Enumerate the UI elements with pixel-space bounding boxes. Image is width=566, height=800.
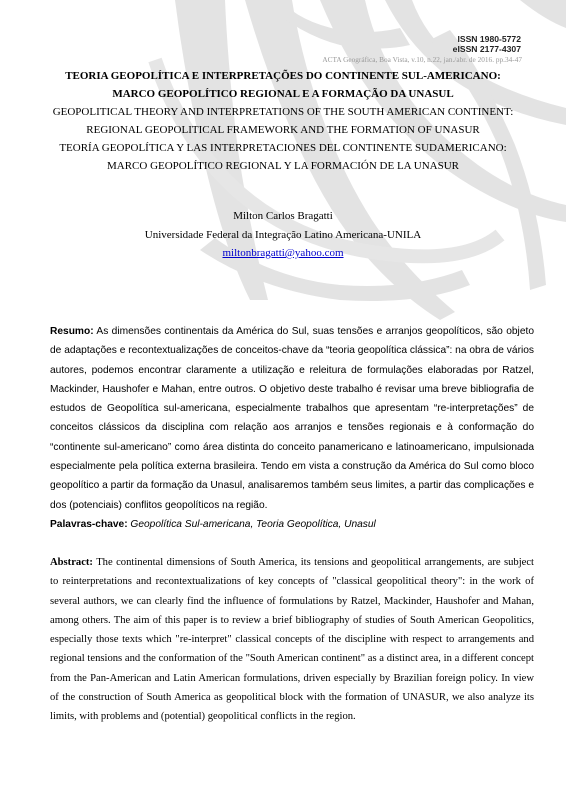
keywords-text: Geopolítica Sul-americana, Teoria Geopolítica, Unasul [127,519,376,530]
author-email-link[interactable]: miltonbragatti@yahoo.com [222,247,344,259]
author-block [26,207,540,263]
issn: ISSN 1980-5772 [457,34,521,44]
resumo-text: As dimensões continentais da América do Sul, suas tensões e arranjos geopolíticos, são objeto de adaptações e recontextualizações de conceitos-chave da “teoria geopolítica clássica”: na obra de vários autores, podemos encontrar claramente a utilização e releitura de formulações elaboradas por Ratzel, Mackinder, Haushofer e Mahan, entre outros. O objetivo deste trabalho é revisar uma breve bibliografia de estudos de Geopolítica sul-americana, especialmente trabalhos que apresentam “re-interpretações” de conceitos clássicos da disciplina com relação aos arranjos e tensões regionais e à conformação do “continente sul-americano” como área distinta do conceito panamericano e latinoamericano, impulsionada especialmente pela política externa brasileira. Tendo em vista a construção da América do Sul como bloco geopolítico a partir da formação da Unasul, analisaremos também seus limites, a partir das complicações e dos (potenciais) conflitos geopolíticos na região. [50,326,534,511]
title-block [26,67,540,175]
title-pt-line1: TEORIA GEOPOLÍTICA E INTERPRETAÇÕES DO CONTINENTE SUL-AMERICANO: [65,70,501,82]
author-affiliation: Universidade Federal da Integração Latino Americana-UNILA [144,228,422,241]
keywords-label: Palavras-chave: [50,519,128,530]
resumo-paragraph [50,322,534,515]
title-pt-line2: MARCO GEOPOLÍTICO REGIONAL E A FORMAÇÃO DA UNASUL [112,88,454,100]
abstract-paragraph [50,553,534,727]
author-name: Milton Carlos Bragatti [233,210,333,222]
keywords-paragraph [50,515,534,534]
eissn: eISSN 2177-4307 [452,44,521,54]
resumo-label: Resumo: [50,326,94,337]
abstract-text: The continental dimensions of South America, its tensions and geopolitical arrangements, are subject to reinterpretations and recontextualizations of key concepts of "classical geopolitical theory": in the work of several authors, we can clearly find the influence of formulations by Ratzel, Mackinder, Haushofer and Mahan, among others. The aim of this paper is to review a brief bibliography of studies of South American Geopolitics, especially those texts which "re-interpret" classical concepts of the discipline with respect to arrangements and regional tensions and the conformation of the "South American continent" as a distinct area, in a different concept from the Pan-American and Latin American formulations, driven especially by Brazilian foreign policy. In view of the construction of South America as geopolitical block with the formation of UNASUR, we also analyze its limits, with problems and (potential) geopolitical conflicts in the region. [50,557,534,723]
title-es-line1: TEORÍA GEOPOLÍTICA Y LAS INTERPRETACIONES DEL CONTINENTE SUDAMERICANO: [59,142,507,154]
title-en-line1: GEOPOLITICAL THEORY AND INTERPRETATIONS OF THE SOUTH AMERICAN CONTINENT: [52,106,514,118]
journal-reference: ACTA Geográfica, Boa Vista, v.10, n.22, jan./abr. de 2016. pp.34-47 [322,55,522,64]
abstract-label: Abstract: [50,557,93,568]
title-es-line2: MARCO GEOPOLÍTICO REGIONAL Y LA FORMACIÓN DE LA UNASUR [106,160,459,172]
issn-block [453,34,521,54]
title-en-line2: REGIONAL GEOPOLITICAL FRAMEWORK AND THE FORMATION OF UNASUR [86,124,480,136]
